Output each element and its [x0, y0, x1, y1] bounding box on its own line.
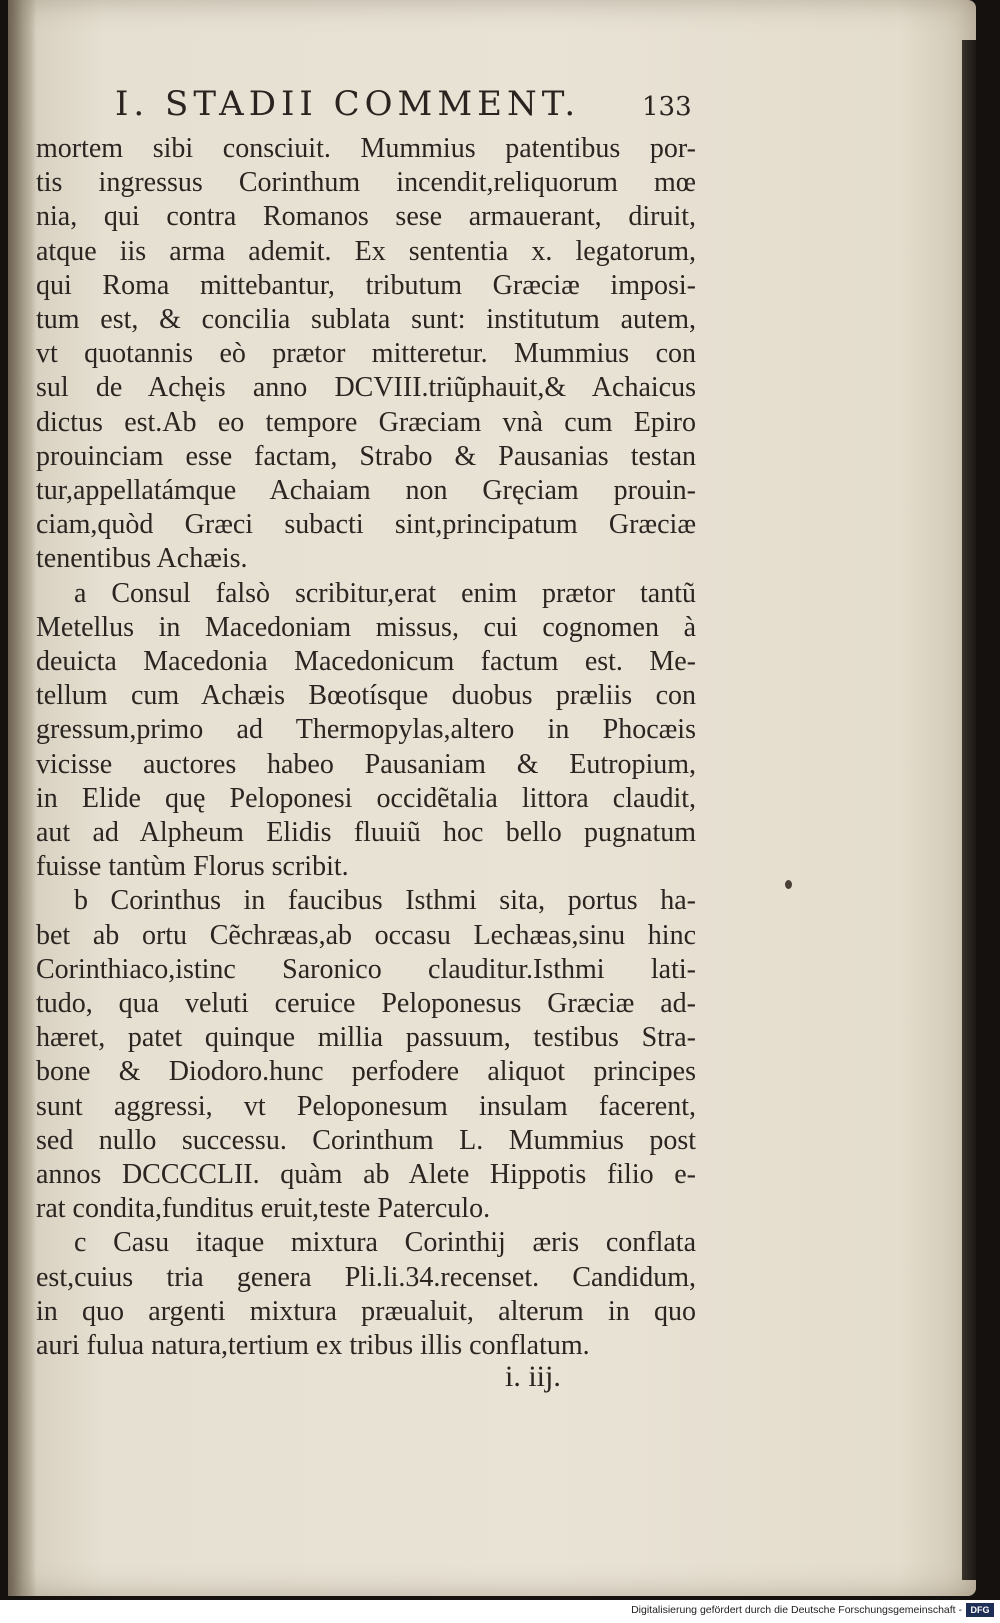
text-line: dictus est.Ab eo tempore Græciam vnà cum Epiro — [36, 406, 696, 438]
text-line: est,cuius tria genera Pli.li.34.recenset. Candidum, — [36, 1261, 696, 1293]
text-line: vt quotannis eò prætor mitteretur. Mummius con — [36, 338, 696, 370]
text-line: a Consul falsò scribitur,erat enim prætor tantũ — [74, 577, 696, 609]
text-line: Metellus in Macedoniam missus, cui cognomen à — [36, 611, 696, 643]
text-line: auri fulua natura,tertium ex tribus illis conflatum. — [36, 1330, 590, 1361]
text-line: atque iis arma ademit. Ex sententia x. legatorum, — [36, 235, 696, 267]
signature-mark: i. iij. — [505, 1360, 561, 1393]
text-line: rat condita,funditus eruit,teste Paterculo. — [36, 1193, 491, 1225]
text-line: vicisse auctores habeo Pausaniam & Eutropium, — [36, 748, 696, 780]
binding-gutter-shadow — [8, 0, 36, 1596]
text-line: in Elide quę Peloponesi occidẽtalia littora claudit, — [36, 782, 696, 814]
text-line: tis ingressus Corinthum incendit,reliquorum mœ — [36, 167, 696, 199]
page-number: 133 — [642, 92, 692, 122]
text-line: deuicta Macedonia Macedonicum factum est. Me- — [36, 646, 696, 677]
text-line: sunt aggressi, vt Peloponesum insulam facerent, — [36, 1090, 696, 1122]
dfg-logo: DFG — [966, 1603, 994, 1617]
text-line: bone & Diodoro.hunc perfodere aliquot principes — [36, 1056, 696, 1088]
text-line: gressum,primo ad Thermopylas,altero in Phocæis — [36, 714, 696, 746]
text-line: tum est, & concilia sublata sunt: institutum autem, — [36, 304, 696, 335]
text-line: bet ab ortu Cẽchræas,ab occasu Lechæas,sinu hinc — [36, 919, 696, 951]
text-line: annos DCCCCLII. quàm ab Alete Hippotis filio e- — [36, 1159, 696, 1190]
text-line: sed nullo successu. Corinthum L. Mummius post — [36, 1124, 696, 1156]
text-line: fuisse tantùm Florus scribit. — [36, 851, 349, 883]
text-line: nia, qui contra Romanos sese armauerant, diruit, — [36, 201, 696, 233]
text-line: tudo, qua veluti ceruice Peloponesus Græciæ ad- — [36, 988, 696, 1019]
text-line: tur,appellatámque Achaiam non Gręciam prouin- — [36, 475, 696, 506]
text-line: b Corinthus in faucibus Isthmi sita, portus ha- — [74, 885, 696, 917]
running-head: I. STADII COMMENT. — [115, 84, 581, 124]
text-line: tenentibus Achæis. — [36, 543, 248, 575]
text-line: aut ad Alpheum Elidis fluuiũ hoc bello pugnatum — [36, 817, 696, 848]
digitization-credit: Digitalisierung gefördert durch die Deutsche Forschungsgemeinschaft - — [631, 1604, 962, 1616]
text-line: Corinthiaco,istinc Saronico clauditur.Isthmi lati- — [36, 953, 696, 985]
text-line: hæret, patet quinque millia passuum, testibus Stra- — [36, 1022, 696, 1054]
text-line: mortem sibi consciuit. Mummius patentibus por- — [36, 133, 696, 164]
text-line: tellum cum Achæis Bœotísque duobus præliis con — [36, 680, 696, 712]
text-line: qui Roma mittebantur, tributum Græciæ imposi- — [36, 269, 696, 301]
text-line: sul de Achęis anno DCVIII.triũphauit,& Achaicus — [36, 372, 696, 404]
text-line: in quo argenti mixtura præualuit, alterum in quo — [36, 1295, 696, 1327]
text-line: c Casu itaque mixtura Corinthij æris conflata — [74, 1227, 696, 1259]
page-fore-edge — [962, 40, 976, 1580]
text-line: prouinciam esse factam, Strabo & Pausanias testan — [36, 440, 696, 472]
ink-speck-decoration — [785, 880, 792, 889]
text-line: ciam,quòd Græci subacti sint,principatum Græciæ — [36, 509, 696, 541]
